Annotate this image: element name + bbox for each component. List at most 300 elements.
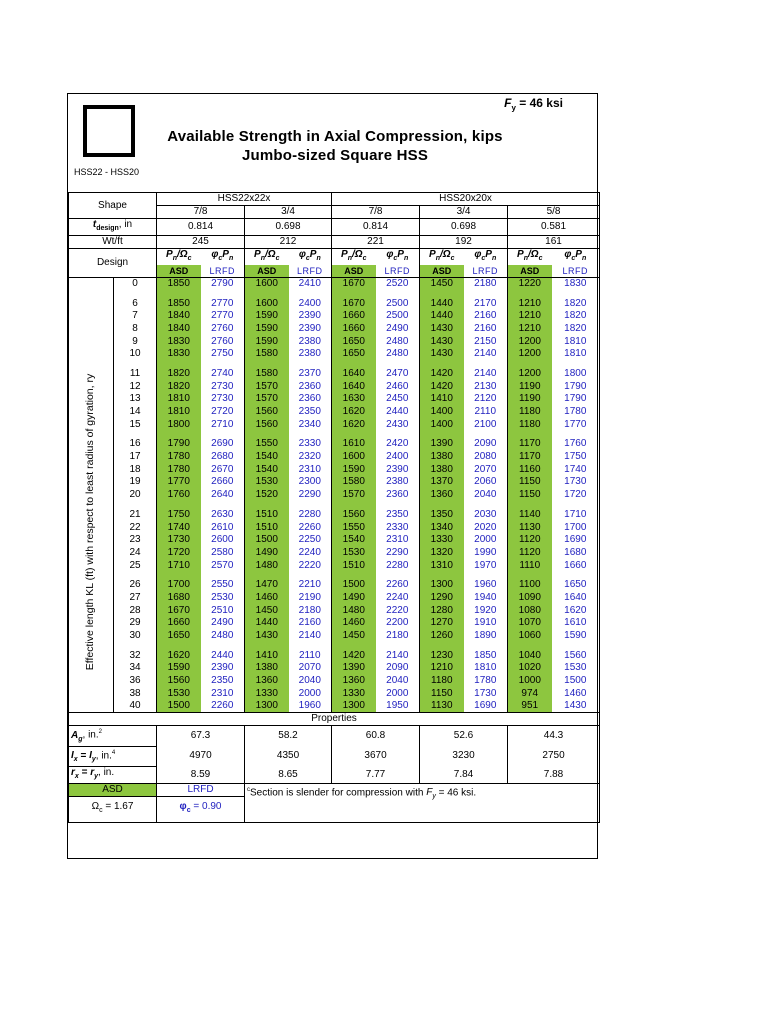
asd-value: 1410	[420, 393, 464, 406]
table-row	[69, 431, 600, 438]
lrfd-value: 2710	[201, 418, 245, 431]
lrfd-value	[464, 290, 508, 297]
table-row	[69, 368, 600, 381]
lrfd-value	[289, 642, 332, 649]
lrfd-value: 2490	[201, 617, 245, 630]
lrfd-value	[552, 361, 600, 368]
title-line-2: Jumbo-sized Square HSS	[241, 147, 429, 164]
asd-label: ASD	[157, 265, 201, 278]
kl-value: 14	[114, 406, 157, 419]
asd-value: 1480	[245, 559, 289, 572]
table-row	[69, 476, 600, 489]
lrfd-value: 1910	[464, 617, 508, 630]
lrfd-value	[464, 361, 508, 368]
lrfd-value: 2770	[201, 310, 245, 323]
asd-value: 1350	[420, 509, 464, 522]
asd-value	[332, 502, 376, 509]
lrfd-value: 2660	[201, 476, 245, 489]
lrfd-value: 2480	[201, 630, 245, 643]
property-value: 3230	[420, 746, 508, 766]
table-row	[69, 687, 600, 700]
asd-value: 1440	[245, 617, 289, 630]
weight-label: Wt/ft	[69, 236, 157, 249]
lrfd-value: 1460	[552, 687, 600, 700]
lrfd-value: 2040	[464, 489, 508, 502]
lrfd-value	[201, 642, 245, 649]
asd-value: 1550	[332, 521, 376, 534]
lrfd-value: 1770	[552, 418, 600, 431]
shape-header: Shape	[69, 193, 157, 219]
asd-value: 1510	[245, 521, 289, 534]
asd-value: 1140	[508, 509, 552, 522]
lrfd-value: 2000	[464, 534, 508, 547]
asd-formula-header: $P_n/\Omega_c$	[332, 249, 376, 266]
table-row	[69, 509, 600, 522]
lrfd-value	[464, 502, 508, 509]
asd-value: 1670	[332, 278, 376, 291]
lrfd-value: 1610	[552, 617, 600, 630]
lrfd-value: 1940	[464, 592, 508, 605]
lrfd-value: 2170	[464, 297, 508, 310]
asd-value: 1800	[157, 418, 201, 431]
lrfd-value: 2100	[464, 418, 508, 431]
table-row	[69, 604, 600, 617]
lrfd-value: 2330	[289, 438, 332, 451]
lrfd-value: 2320	[289, 451, 332, 464]
asd-value	[157, 431, 201, 438]
lrfd-value: 1750	[552, 451, 600, 464]
property-value: 7.84	[420, 766, 508, 783]
kl-value: 15	[114, 418, 157, 431]
lrfd-value: 1690	[552, 534, 600, 547]
asd-value	[508, 361, 552, 368]
asd-footer-label: ASD	[69, 783, 157, 796]
lrfd-value: 1640	[552, 592, 600, 605]
asd-value: 1810	[157, 406, 201, 419]
asd-value: 1660	[332, 323, 376, 336]
property-value: 52.6	[420, 726, 508, 746]
property-label: $A_g$, in.$^2$	[69, 726, 157, 746]
kl-value: 21	[114, 509, 157, 522]
asd-value: 974	[508, 687, 552, 700]
strength-table	[68, 192, 600, 823]
asd-value: 1380	[420, 463, 464, 476]
asd-value: 1450	[332, 630, 376, 643]
asd-value: 1450	[420, 278, 464, 291]
asd-value: 1770	[157, 476, 201, 489]
weight-value: 192	[420, 236, 508, 249]
lrfd-value: 2640	[201, 489, 245, 502]
lrfd-value: 2160	[464, 323, 508, 336]
lrfd-value: 1680	[552, 547, 600, 560]
table-row	[69, 592, 600, 605]
asd-label: ASD	[420, 265, 464, 278]
lrfd-value: 2470	[376, 368, 420, 381]
lrfd-value: 2040	[289, 675, 332, 688]
asd-value: 1160	[508, 463, 552, 476]
lrfd-value	[552, 431, 600, 438]
lrfd-value: 2500	[376, 310, 420, 323]
asd-value: 1170	[508, 438, 552, 451]
lrfd-value: 1590	[552, 630, 600, 643]
lrfd-value: 2240	[376, 592, 420, 605]
asd-value: 1300	[245, 700, 289, 713]
axis-label-cell	[69, 278, 114, 713]
asd-value: 1400	[420, 406, 464, 419]
lrfd-value: 2220	[289, 559, 332, 572]
kl-value: 19	[114, 476, 157, 489]
asd-value: 1500	[157, 700, 201, 713]
lrfd-value: 2360	[289, 380, 332, 393]
table-row	[69, 219, 600, 236]
asd-value: 1540	[245, 463, 289, 476]
property-value: 67.3	[157, 726, 245, 746]
lrfd-value: 1820	[552, 297, 600, 310]
table-row	[69, 630, 600, 643]
asd-value: 1840	[157, 323, 201, 336]
lrfd-value: 1740	[552, 463, 600, 476]
lrfd-label: LRFD	[289, 265, 332, 278]
lrfd-value: 2240	[289, 547, 332, 560]
table-row	[69, 348, 600, 361]
lrfd-value: 1990	[464, 547, 508, 560]
asd-value: 1210	[508, 323, 552, 336]
asd-value: 1090	[508, 592, 552, 605]
asd-value	[420, 572, 464, 579]
asd-value	[508, 431, 552, 438]
asd-value: 1210	[420, 662, 464, 675]
lrfd-value: 2020	[464, 521, 508, 534]
kl-value: 28	[114, 604, 157, 617]
table-row	[69, 406, 600, 419]
asd-value: 1580	[245, 348, 289, 361]
lrfd-value: 2380	[376, 476, 420, 489]
kl-value: 23	[114, 534, 157, 547]
kl-value: 30	[114, 630, 157, 643]
asd-value: 1830	[157, 335, 201, 348]
table-row	[69, 236, 600, 249]
asd-value	[332, 431, 376, 438]
lrfd-value: 2450	[376, 393, 420, 406]
lrfd-value: 1430	[552, 700, 600, 713]
asd-value: 1560	[332, 509, 376, 522]
lrfd-value: 2090	[464, 438, 508, 451]
table-row	[69, 559, 600, 572]
asd-value: 1730	[157, 534, 201, 547]
asd-value: 1760	[157, 489, 201, 502]
lrfd-value	[289, 572, 332, 579]
asd-value: 1450	[245, 604, 289, 617]
property-value: 44.3	[508, 726, 600, 746]
asd-value: 1180	[508, 418, 552, 431]
lrfd-value: 2440	[201, 649, 245, 662]
asd-value: 1120	[508, 534, 552, 547]
asd-value	[245, 502, 289, 509]
lrfd-label: LRFD	[376, 265, 420, 278]
kl-value: 34	[114, 662, 157, 675]
asd-value: 1130	[508, 521, 552, 534]
asd-value	[508, 290, 552, 297]
tdesign-label: $t_{design}$, in	[69, 219, 157, 236]
asd-value: 1600	[245, 297, 289, 310]
lrfd-value	[289, 361, 332, 368]
lrfd-value	[376, 572, 420, 579]
kl-value: 17	[114, 451, 157, 464]
asd-value	[508, 572, 552, 579]
asd-value: 1440	[420, 310, 464, 323]
asd-value: 1590	[157, 662, 201, 675]
lrfd-value: 2180	[376, 630, 420, 643]
lrfd-value: 2750	[201, 348, 245, 361]
lrfd-value	[201, 361, 245, 368]
asd-value: 1850	[157, 297, 201, 310]
lrfd-value: 2140	[464, 368, 508, 381]
kl-value: 26	[114, 579, 157, 592]
lrfd-value	[464, 431, 508, 438]
lrfd-value: 1920	[464, 604, 508, 617]
table-row	[69, 746, 600, 766]
asd-value: 1170	[508, 451, 552, 464]
asd-value: 1210	[508, 310, 552, 323]
table-row	[69, 380, 600, 393]
asd-label: ASD	[508, 265, 552, 278]
lrfd-value: 2400	[289, 297, 332, 310]
asd-value: 1100	[508, 579, 552, 592]
asd-value: 1620	[332, 418, 376, 431]
asd-value: 1520	[245, 489, 289, 502]
lrfd-value: 1780	[552, 406, 600, 419]
kl-value: 10	[114, 348, 157, 361]
lrfd-value: 2000	[376, 687, 420, 700]
lrfd-value: 2260	[201, 700, 245, 713]
lrfd-value: 2720	[201, 406, 245, 419]
asd-value: 1480	[332, 604, 376, 617]
asd-value: 1530	[157, 687, 201, 700]
asd-value	[332, 290, 376, 297]
lrfd-value: 1790	[552, 380, 600, 393]
lrfd-value: 1500	[552, 675, 600, 688]
lrfd-footer-label: LRFD	[157, 783, 245, 796]
lrfd-value: 2040	[376, 675, 420, 688]
asd-value	[245, 642, 289, 649]
asd-value: 1570	[245, 380, 289, 393]
asd-value	[157, 290, 201, 297]
asd-value	[157, 642, 201, 649]
lrfd-value: 2360	[376, 489, 420, 502]
lrfd-value: 2550	[201, 579, 245, 592]
kl-value: 22	[114, 521, 157, 534]
design-label: Design	[69, 249, 157, 278]
slender-note: $^c$Section is slender for compression with $F_y = 46$ ksi.	[245, 783, 600, 822]
table-row	[69, 547, 600, 560]
asd-value: 1380	[420, 451, 464, 464]
lrfd-value: 2760	[201, 335, 245, 348]
tdesign-value: 0.581	[508, 219, 600, 236]
asd-value	[245, 361, 289, 368]
asd-formula-header: $P_n/\Omega_c$	[245, 249, 289, 266]
table-row	[69, 726, 600, 746]
asd-value	[332, 572, 376, 579]
asd-value: 1150	[508, 476, 552, 489]
asd-value: 1820	[157, 368, 201, 381]
lrfd-value: 2280	[289, 509, 332, 522]
lrfd-label: LRFD	[552, 265, 600, 278]
lrfd-value: 1730	[464, 687, 508, 700]
lrfd-value: 2120	[464, 393, 508, 406]
asd-value: 1750	[157, 509, 201, 522]
table-row	[69, 438, 600, 451]
kl-value: 24	[114, 547, 157, 560]
lrfd-value	[289, 431, 332, 438]
lrfd-value: 2360	[289, 393, 332, 406]
kl-value: 0	[114, 278, 157, 291]
asd-value: 1280	[420, 604, 464, 617]
asd-value: 1120	[508, 547, 552, 560]
property-label: $r_x = r_y$, in.	[69, 766, 157, 783]
asd-value: 1260	[420, 630, 464, 643]
asd-value: 1820	[157, 380, 201, 393]
asd-value	[157, 572, 201, 579]
asd-value: 1530	[245, 476, 289, 489]
asd-value: 1700	[157, 579, 201, 592]
asd-value: 1840	[157, 310, 201, 323]
asd-value: 1530	[332, 547, 376, 560]
lrfd-value: 2000	[289, 687, 332, 700]
lrfd-value: 2420	[376, 438, 420, 451]
lrfd-value: 1790	[552, 393, 600, 406]
lrfd-value: 2300	[289, 476, 332, 489]
asd-value: 1430	[245, 630, 289, 643]
lrfd-value: 2160	[464, 310, 508, 323]
property-value: 60.8	[332, 726, 420, 746]
table-row	[69, 700, 600, 713]
asd-value: 1340	[420, 521, 464, 534]
lrfd-value: 2330	[376, 521, 420, 534]
asd-value: 1620	[157, 649, 201, 662]
lrfd-value: 2180	[464, 278, 508, 291]
asd-value	[508, 502, 552, 509]
asd-value: 1060	[508, 630, 552, 643]
asd-value: 1330	[420, 534, 464, 547]
lrfd-value: 1810	[552, 335, 600, 348]
asd-value	[508, 642, 552, 649]
lrfd-value: 2190	[289, 592, 332, 605]
asd-value: 1570	[245, 393, 289, 406]
lrfd-formula-header: $\varphi_cP_n$	[201, 249, 245, 266]
asd-value: 1440	[420, 297, 464, 310]
asd-value: 1650	[157, 630, 201, 643]
property-label: $I_x = I_y$, in.$^4$	[69, 746, 157, 766]
asd-value: 1780	[157, 451, 201, 464]
table-row	[69, 451, 600, 464]
lrfd-value: 2110	[464, 406, 508, 419]
kl-value: 18	[114, 463, 157, 476]
shape-range-label: HSS22 - HSS20	[74, 167, 140, 177]
asd-value	[420, 642, 464, 649]
asd-value: 1830	[157, 348, 201, 361]
lrfd-value: 2440	[376, 406, 420, 419]
lrfd-value: 2730	[201, 380, 245, 393]
table-row	[69, 297, 600, 310]
asd-value: 1740	[157, 521, 201, 534]
lrfd-value	[376, 361, 420, 368]
lrfd-value: 2070	[464, 463, 508, 476]
lrfd-value: 2630	[201, 509, 245, 522]
kl-value: 9	[114, 335, 157, 348]
asd-value: 1360	[332, 675, 376, 688]
table-row	[69, 489, 600, 502]
asd-value: 1270	[420, 617, 464, 630]
asd-value: 1580	[332, 476, 376, 489]
lrfd-value: 2140	[464, 348, 508, 361]
lrfd-value: 2080	[464, 451, 508, 464]
table-row	[69, 463, 600, 476]
lrfd-value: 1950	[376, 700, 420, 713]
asd-value: 1640	[332, 368, 376, 381]
lrfd-value: 1650	[552, 579, 600, 592]
property-value: 4350	[245, 746, 332, 766]
thickness-header: 7/8	[332, 206, 420, 219]
lrfd-value: 1850	[464, 649, 508, 662]
asd-value: 1070	[508, 617, 552, 630]
lrfd-value	[552, 502, 600, 509]
asd-value	[332, 361, 376, 368]
lrfd-value	[464, 642, 508, 649]
kl-value: 7	[114, 310, 157, 323]
asd-value: 1500	[332, 579, 376, 592]
table-row	[69, 579, 600, 592]
asd-value	[245, 572, 289, 579]
kl-value: 6	[114, 297, 157, 310]
asd-value: 1410	[245, 649, 289, 662]
lrfd-label: LRFD	[201, 265, 245, 278]
asd-value: 1420	[332, 649, 376, 662]
lrfd-value: 2760	[201, 323, 245, 336]
lrfd-value: 2370	[289, 368, 332, 381]
lrfd-value: 1810	[552, 348, 600, 361]
lrfd-value: 1890	[464, 630, 508, 643]
lrfd-value: 2480	[376, 335, 420, 348]
asd-value: 1430	[420, 348, 464, 361]
lrfd-value: 1820	[552, 323, 600, 336]
effective-length-axis-label: Effective length KL (ft) with respect to least radius of gyration, ry	[84, 373, 96, 671]
table-row	[69, 361, 600, 368]
asd-value: 1790	[157, 438, 201, 451]
lrfd-value	[289, 290, 332, 297]
lrfd-value: 2510	[201, 604, 245, 617]
thickness-header: 3/4	[420, 206, 508, 219]
asd-value: 1670	[157, 604, 201, 617]
lrfd-value: 2260	[376, 579, 420, 592]
asd-value: 1550	[245, 438, 289, 451]
table-row	[69, 572, 600, 579]
table-row	[69, 713, 600, 726]
table-row	[69, 335, 600, 348]
asd-value: 1190	[508, 393, 552, 406]
asd-value: 1470	[245, 579, 289, 592]
asd-value: 1850	[157, 278, 201, 291]
asd-value: 1580	[245, 368, 289, 381]
asd-value: 1220	[508, 278, 552, 291]
asd-value: 1460	[332, 617, 376, 630]
lrfd-value	[201, 290, 245, 297]
lrfd-value: 2140	[376, 649, 420, 662]
property-value: 7.88	[508, 766, 600, 783]
lrfd-value: 2460	[376, 380, 420, 393]
lrfd-value: 2290	[289, 489, 332, 502]
lrfd-value: 2740	[201, 368, 245, 381]
asd-value	[420, 502, 464, 509]
